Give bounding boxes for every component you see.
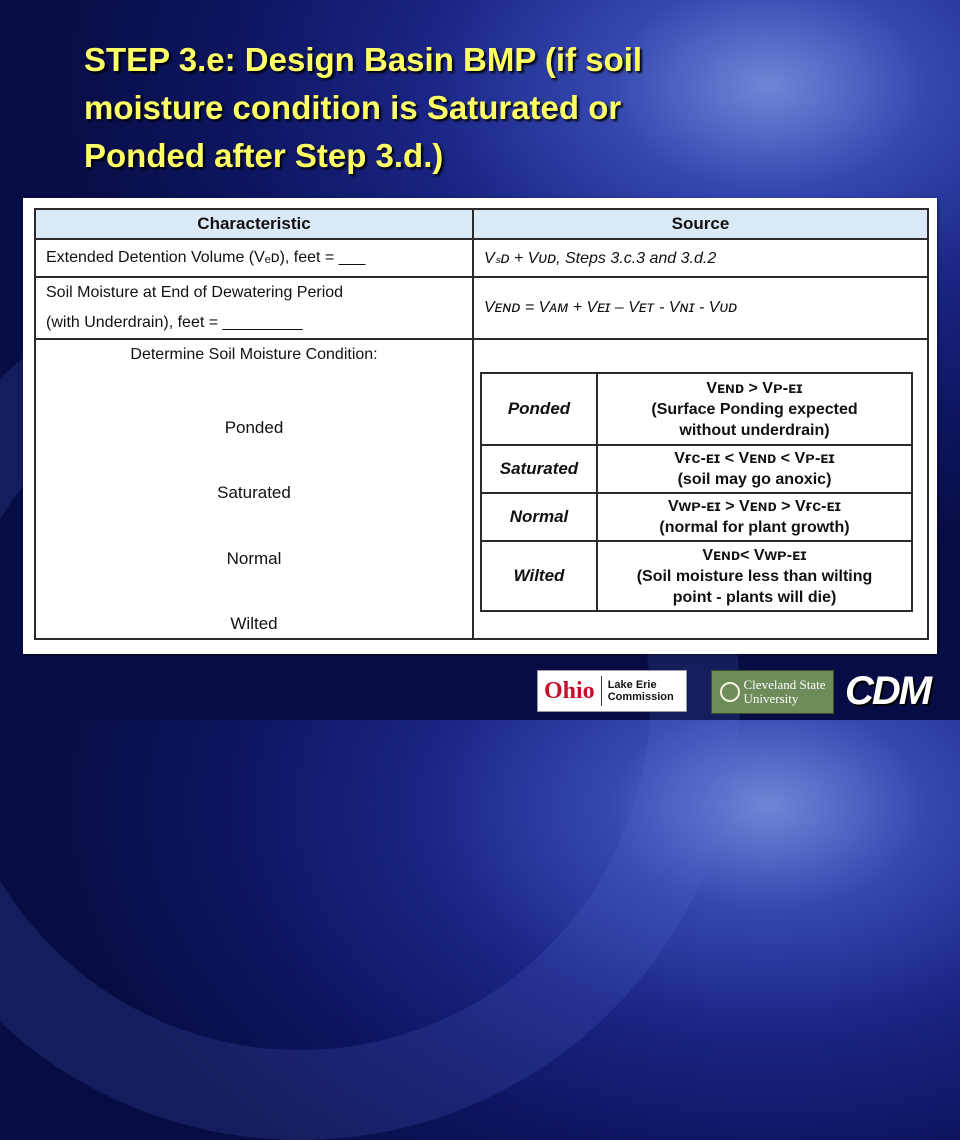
title-line: moisture condition is Saturated or <box>84 89 622 126</box>
condition-row <box>481 493 912 541</box>
title-line: STEP 3.e: Design Basin BMP (if soil <box>84 41 643 78</box>
condition-formula <box>597 373 912 445</box>
slide-title <box>84 36 924 180</box>
soil-moisture-end-label <box>35 277 473 339</box>
soil-moisture-end-source: Vᴇɴᴅ = Vᴀᴍ + Vᴇɪ – Vᴇᴛ - Vɴɪ - Vᴜᴅ <box>473 277 928 339</box>
condition-formula <box>597 541 912 611</box>
lake-erie-commission-text <box>608 679 674 703</box>
condition-row <box>481 445 912 493</box>
condition-line: (soil may go anoxic) <box>677 471 832 488</box>
extended-detention-volume-label: Extended Detention Volume (Vₑᴅ), feet = ___ <box>35 239 473 277</box>
header-characteristic: Characteristic <box>35 209 473 239</box>
soil-moisture-label-line2: (with Underdrain), feet = _________ <box>46 314 303 331</box>
commission-line: Commission <box>607 691 674 703</box>
condition-name: Ponded <box>481 373 597 445</box>
condition-line: point - plants will die) <box>672 588 837 606</box>
condition-row <box>481 541 912 611</box>
soil-moisture-label-line1: Soil Moisture at End of Dewatering Period <box>46 284 344 301</box>
condition-formula <box>597 445 912 493</box>
logo-divider <box>601 676 602 706</box>
condition-formula <box>597 493 912 541</box>
condition-line: (normal for plant growth) <box>659 519 850 536</box>
state-saturated-label: Saturated <box>217 483 291 502</box>
condition-name: Wilted <box>481 541 597 611</box>
condition-line: Vᴇɴᴅ > Vᴘ-ᴇɪ <box>706 379 803 397</box>
condition-line: without underdrain) <box>679 421 830 439</box>
state-wilted-label: Wilted <box>230 614 278 633</box>
state-ponded-label: Ponded <box>224 418 284 437</box>
university-seal-icon <box>720 682 740 702</box>
table-panel <box>23 198 937 654</box>
condition-line: Vғᴄ-ᴇɪ < Vᴇɴᴅ < Vᴘ-ᴇɪ <box>674 450 835 467</box>
csu-line1: Cleveland State <box>743 677 826 692</box>
cleveland-state-logo <box>711 670 834 714</box>
ohio-lake-erie-logo <box>537 670 687 712</box>
csu-wordmark <box>744 678 826 706</box>
csu-line2: University <box>743 691 799 706</box>
header-source: Source <box>473 209 928 239</box>
state-normal-label: Normal <box>226 549 282 568</box>
condition-line: (Soil moisture less than wilting <box>636 567 873 585</box>
cdm-logo: CDM <box>845 669 931 713</box>
condition-row <box>481 373 912 445</box>
condition-line: Vᴡᴘ-ᴇɪ > Vᴇɴᴅ > Vғᴄ-ᴇɪ <box>668 498 841 515</box>
extended-detention-volume-source: Vₛᴅ + Vᴜᴅ, Steps 3.c.3 and 3.d.2 <box>473 239 928 277</box>
condition-name: Saturated <box>481 445 597 493</box>
moisture-condition-cell <box>35 339 473 639</box>
condition-name: Normal <box>481 493 597 541</box>
condition-line: (Surface Ponding expected <box>651 400 858 418</box>
condition-table <box>480 372 913 612</box>
ohio-wordmark: Ohio <box>544 677 595 704</box>
title-line: Ponded after Step 3.d.) <box>84 137 444 174</box>
condition-line: Vᴇɴᴅ< Vᴡᴘ-ᴇɪ <box>702 546 807 564</box>
lake-erie-line: Lake Erie <box>607 679 657 691</box>
determine-condition-label: Determine Soil Moisture Condition: <box>130 346 378 363</box>
